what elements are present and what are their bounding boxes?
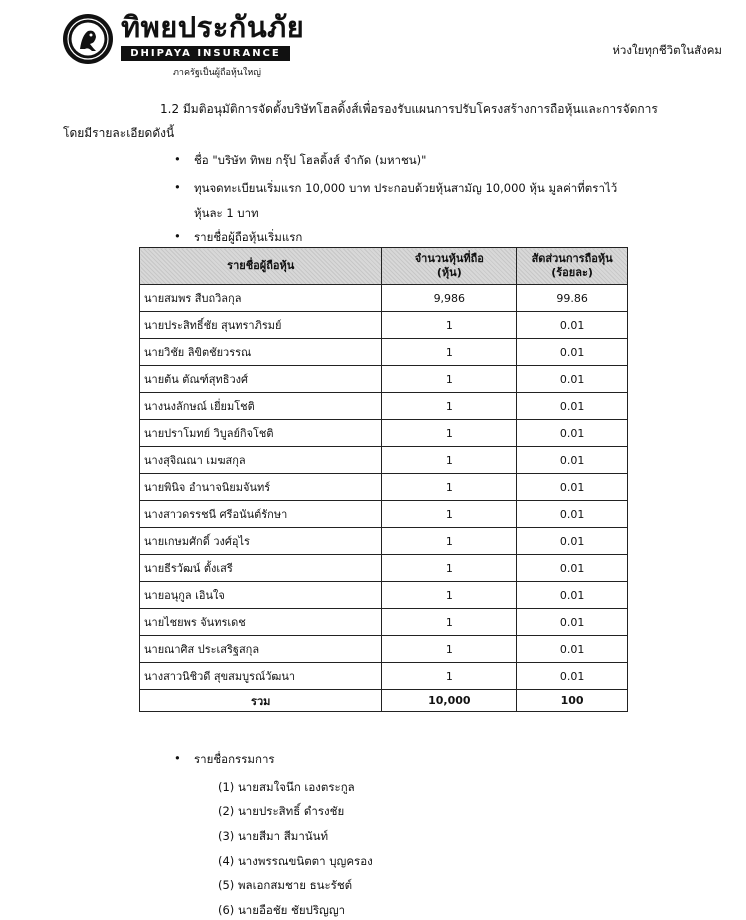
cell-percent: 99.86 xyxy=(517,285,628,312)
bullet-marker: • xyxy=(174,751,181,765)
cell-total-shares: 10,000 xyxy=(382,690,517,712)
emblem-icon xyxy=(62,13,114,65)
bullet-company-name: ชื่อ "บริษัท ทิพย กรุ๊ป โฮลดิ้งส์ จำกัด (มหาชน)" xyxy=(194,153,427,167)
director-item: (3) นายสีมา สีมานันท์ xyxy=(218,829,329,843)
table-row xyxy=(140,285,628,312)
company-subtitle: ภาครัฐเป็นผู้ถือหุ้นใหญ่ xyxy=(173,68,261,78)
director-item: (1) นายสมใจนึก เองตระกูล xyxy=(218,780,355,794)
cell-percent: 0.01 xyxy=(517,339,628,366)
table-total-row xyxy=(140,690,628,712)
cell-shares: 1 xyxy=(382,609,517,636)
cell-total-label: รวม xyxy=(140,690,382,712)
cell-percent: 0.01 xyxy=(517,312,628,339)
cell-shares: 1 xyxy=(382,420,517,447)
header-shares-held-line1: จำนวนหุ้นที่ถือ xyxy=(414,252,484,265)
cell-shares: 1 xyxy=(382,501,517,528)
cell-percent: 0.01 xyxy=(517,663,628,690)
table-row xyxy=(140,555,628,582)
bullet-marker: • xyxy=(174,152,181,166)
director-item: (4) นางพรรณขนิตตา บุญครอง xyxy=(218,854,373,868)
cell-percent: 0.01 xyxy=(517,393,628,420)
header-shares-held-line2: (หุ้น) xyxy=(436,266,462,279)
cell-name: นางสาวดรรชนี ศรีอนันต์รักษา xyxy=(140,501,382,528)
table-row xyxy=(140,474,628,501)
director-item: (2) นายประสิทธิ์ ดำรงชัย xyxy=(218,804,345,818)
cell-name: นายพินิจ อำนาจนิยมจันทร์ xyxy=(140,474,382,501)
header-shareholding-ratio xyxy=(517,248,628,285)
cell-percent: 0.01 xyxy=(517,501,628,528)
cell-shares: 1 xyxy=(382,474,517,501)
cell-name: นางสุจิณณา เมฆสกุล xyxy=(140,447,382,474)
table-row xyxy=(140,636,628,663)
header-shareholding-ratio-line1: สัดส่วนการถือหุ้น xyxy=(531,252,613,265)
cell-name: นายเกษมศักดิ์ วงศ์อุไร xyxy=(140,528,382,555)
bullet-marker: • xyxy=(174,180,181,194)
table-row xyxy=(140,663,628,690)
cell-name: นางสาวนิชิวดี สุขสมบูรณ์วัฒนา xyxy=(140,663,382,690)
cell-shares: 1 xyxy=(382,339,517,366)
table-row xyxy=(140,582,628,609)
cell-shares: 1 xyxy=(382,663,517,690)
cell-shares: 1 xyxy=(382,528,517,555)
cell-shares: 1 xyxy=(382,447,517,474)
cell-shares: 1 xyxy=(382,582,517,609)
cell-percent: 0.01 xyxy=(517,636,628,663)
director-item: (6) นายอือชัย ชัยปริญญา xyxy=(218,903,346,917)
cell-percent: 0.01 xyxy=(517,582,628,609)
header-shareholding-ratio-line2: (ร้อยละ) xyxy=(551,266,593,279)
header-shareholder-name: รายชื่อผู้ถือหุ้น xyxy=(140,248,382,285)
director-item: (5) พลเอกสมชาย ธนะรัชต์ xyxy=(218,878,353,892)
bullet-registered-capital-cont: หุ้นละ 1 บาท xyxy=(194,206,259,220)
bullet-shareholders-title: รายชื่อผู้ถือหุ้นเริ่มแรก xyxy=(194,230,303,244)
company-name-english: DHIPAYA INSURANCE xyxy=(130,48,281,59)
table-header-row xyxy=(140,248,628,285)
table-row xyxy=(140,339,628,366)
table-row xyxy=(140,420,628,447)
cell-shares: 9,986 xyxy=(382,285,517,312)
cell-name: นายไชยพร จันทรเดช xyxy=(140,609,382,636)
table-row xyxy=(140,447,628,474)
directors-title: รายชื่อกรรมการ xyxy=(194,752,275,766)
cell-name: นายสมพร สืบถวิลกุล xyxy=(140,285,382,312)
company-emblem xyxy=(62,13,114,65)
cell-percent: 0.01 xyxy=(517,366,628,393)
cell-name: นายอนุกูล เอินใจ xyxy=(140,582,382,609)
bullet-registered-capital: ทุนจดทะเบียนเริ่มแรก 10,000 บาท ประกอบด้วยหุ้นสามัญ 10,000 หุ้น มูลค่าที่ตราไว้ xyxy=(194,181,618,195)
cell-shares: 1 xyxy=(382,393,517,420)
cell-name: นายต้น ตัณฑ์สุทธิวงศ์ xyxy=(140,366,382,393)
table-row xyxy=(140,609,628,636)
table-row xyxy=(140,393,628,420)
company-name-english-bar xyxy=(121,46,290,61)
shareholders-table xyxy=(139,247,628,712)
cell-total-percent: 100 xyxy=(517,690,628,712)
cell-name: นางนงลักษณ์ เยี่ยมโชติ xyxy=(140,393,382,420)
cell-percent: 0.01 xyxy=(517,555,628,582)
cell-shares: 1 xyxy=(382,555,517,582)
table-row xyxy=(140,501,628,528)
company-name-thai: ทิพยประกันภัย xyxy=(121,10,305,44)
cell-shares: 1 xyxy=(382,636,517,663)
table-row xyxy=(140,312,628,339)
bullet-marker: • xyxy=(174,229,181,243)
cell-percent: 0.01 xyxy=(517,447,628,474)
cell-percent: 0.01 xyxy=(517,474,628,501)
cell-shares: 1 xyxy=(382,312,517,339)
cell-percent: 0.01 xyxy=(517,609,628,636)
cell-shares: 1 xyxy=(382,366,517,393)
cell-name: นายธีรวัฒน์ ตั้งเสรี xyxy=(140,555,382,582)
cell-name: นายณาศิส ประเสริฐสกุล xyxy=(140,636,382,663)
cell-name: นายปราโมทย์ วิบูลย์กิจโชติ xyxy=(140,420,382,447)
section-intro-line1: 1.2 มีมติอนุมัติการจัดตั้งบริษัทโฮลดิ้งส์เพื่อรองรับแผนการปรับโครงสร้างการถือหุ้นและการจัดการ xyxy=(160,102,658,116)
section-intro-line2: โดยมีรายละเอียดดังนี้ xyxy=(63,126,175,140)
company-slogan: ห่วงใยทุกชีวิตในสังคม xyxy=(612,43,722,57)
cell-percent: 0.01 xyxy=(517,528,628,555)
cell-percent: 0.01 xyxy=(517,420,628,447)
table-row xyxy=(140,528,628,555)
header-shares-held xyxy=(382,248,517,285)
cell-name: นายประสิทธิ์ชัย สุนทราภิรมย์ xyxy=(140,312,382,339)
cell-name: นายวิชัย ลิขิตชัยวรรณ xyxy=(140,339,382,366)
table-row xyxy=(140,366,628,393)
